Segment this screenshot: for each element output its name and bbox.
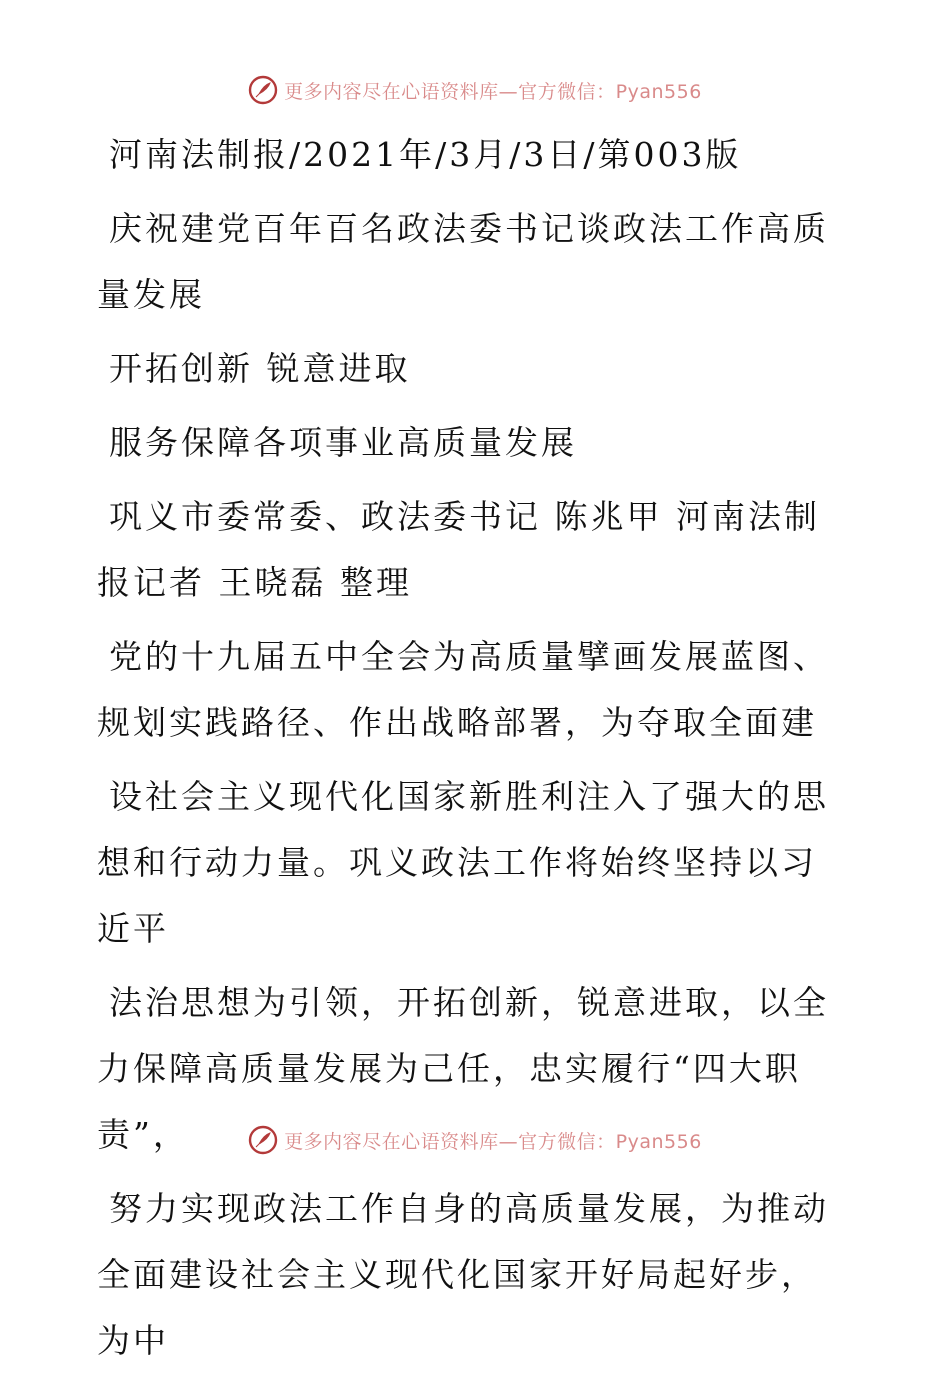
body-paragraph: 努力实现政法工作自身的高质量发展，为推动全面建设社会主义现代化国家开好局起好步，为中 bbox=[97, 1189, 829, 1360]
main-title: 开拓创新 锐意进取 bbox=[109, 349, 411, 388]
subtitle: 服务保障各项事业高质量发展 bbox=[109, 423, 577, 462]
watermark-brand-text: 更多内容尽在心语资料库—官方微信：Pyan556 bbox=[284, 1130, 702, 1153]
byline: 巩义市委常委、政法委书记 陈兆甲 河南法制报记者 王晓磊 整理 bbox=[97, 497, 820, 602]
document-body bbox=[97, 122, 837, 1382]
body-paragraph: 党的十九届五中全会为高质量擘画发展蓝图、规划实践路径、作出战略部署，为夺取全面建 bbox=[97, 637, 829, 742]
watermark-brand-text: 更多内容尽在心语资料库—官方微信：Pyan556 bbox=[284, 80, 702, 103]
body-paragraph: 设社会主义现代化国家新胜利注入了强大的思想和行动力量。巩义政法工作将始终坚持以习近平 bbox=[97, 777, 829, 948]
header-watermark-banner bbox=[0, 70, 950, 110]
feather-pen-logo-icon bbox=[248, 75, 278, 105]
body-paragraph: 法治思想为引领，开拓创新，锐意进取，以全力保障高质量发展为己任，忠实履行“四大职责”， bbox=[97, 983, 829, 1154]
headline: 庆祝建党百年百名政法委书记谈政法工作高质量发展 bbox=[97, 209, 829, 314]
feather-pen-logo-icon bbox=[248, 1125, 278, 1155]
publication-line: 河南法制报/2021年/3月/3日/第003版 bbox=[109, 135, 742, 174]
footer-watermark-banner bbox=[0, 1120, 950, 1160]
